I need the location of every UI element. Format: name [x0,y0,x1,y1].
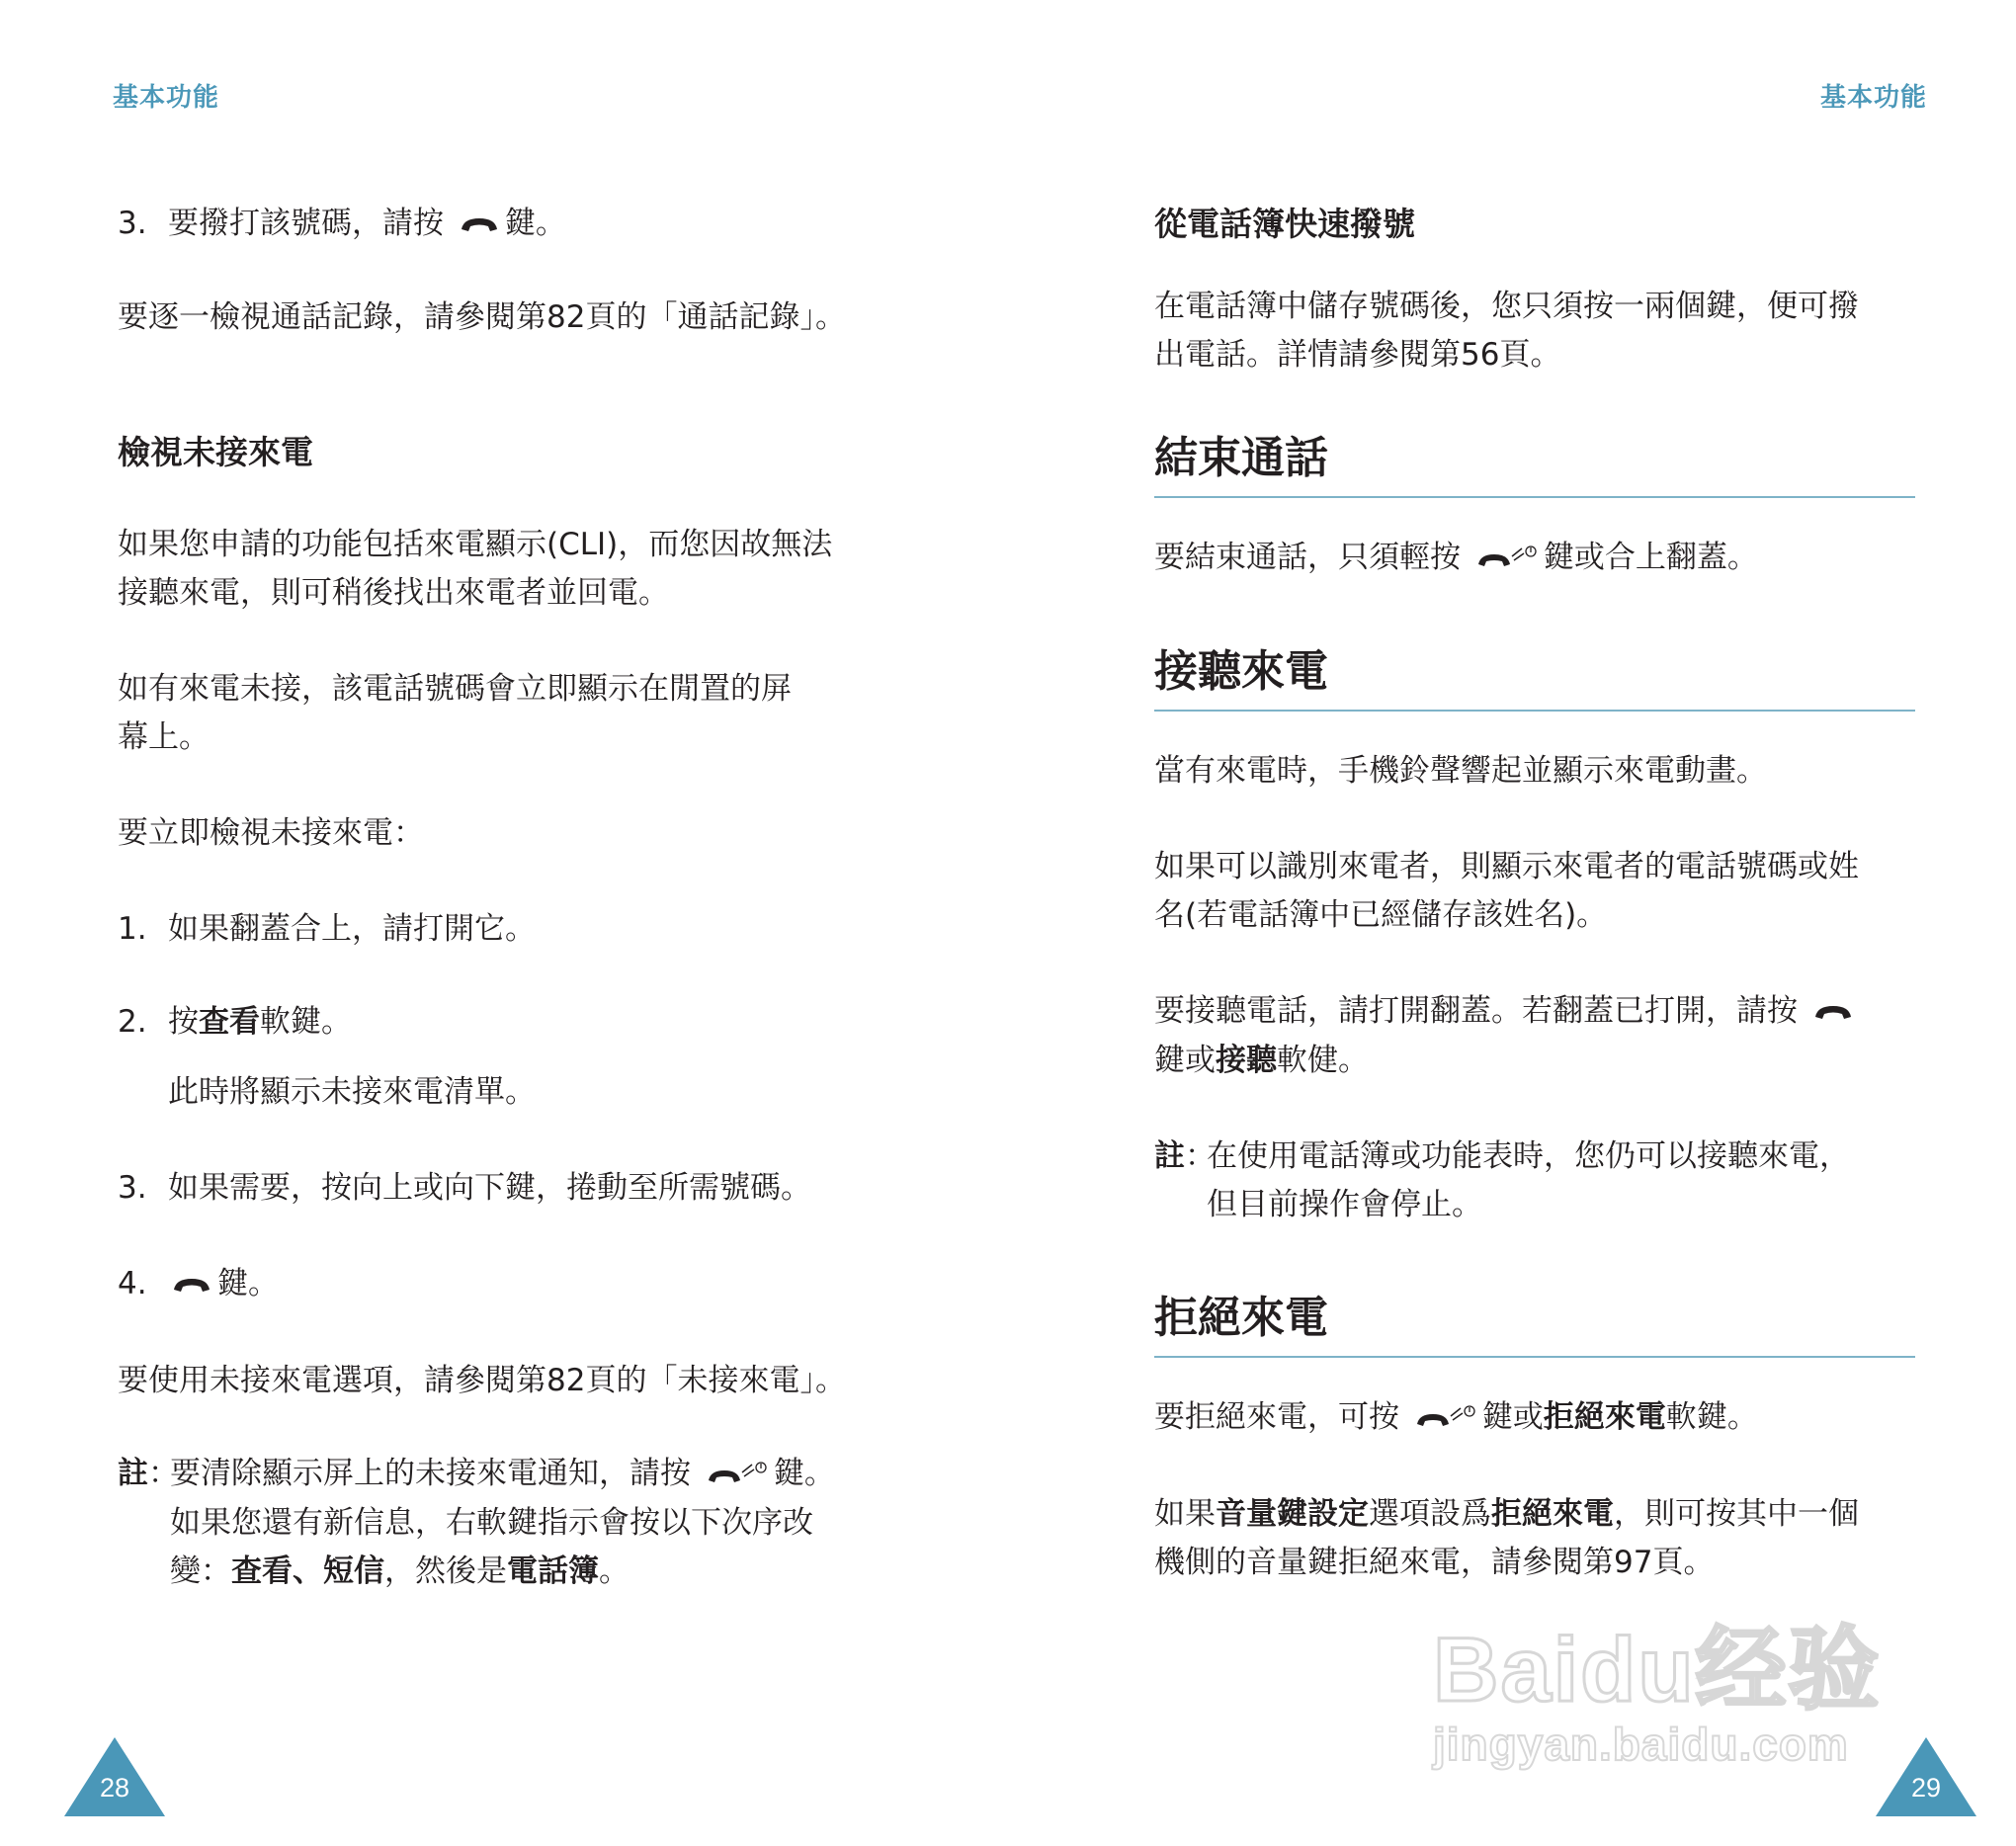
note-clear-missed: 註 ： 要清除顯示屏上的未接來電通知，請按 鍵。 如果您還有新信息，右軟鍵指示會按以下次序改 變：查看、短信，然後是電話簿。 [118,1450,888,1596]
right-page [1008,0,2016,1846]
watermark-url: jingyan.baidu.com [1433,1719,1849,1770]
step-text: 如果翻蓋合上，請打開它。 [168,911,536,947]
phone-end-power-icon [1476,535,1538,583]
page-number: 28 [99,1773,130,1803]
paragraph-ringing: 當有來電時，手機鈴聲響起並顯示來電動畫。 [1154,753,1767,789]
step-number: 4. [118,1266,147,1301]
heading-speed-dial: 從電話簿快速撥號 [1154,205,1415,243]
right-page-content [1154,200,1915,1587]
note-label: 註 [118,1456,148,1491]
paragraph-answer: 要接聽電話，請打開翻蓋。若翻蓋已打開，請按 鍵或接聽軟健。 [1154,987,1915,1085]
softkey-view: 查看 [231,1553,293,1589]
step-4: 4. 鍵。 [118,1260,888,1309]
softkey-sms: 短信 [323,1553,384,1589]
paragraph-volume-reject: 如果音量鍵設定選項設爲拒絕來電，則可按其中一個 機側的音量鍵拒絕來電，請參閱第97頁。 [1154,1496,1859,1580]
option-volume-key-setting: 音量鍵設定 [1216,1496,1369,1532]
softkey-phonebook: 電話簿 [507,1553,599,1589]
step-text: 如果需要，按向上或向下鍵，捲動至所需號碼。 [168,1170,811,1206]
watermark-logo-text: Baidu经验 [1433,1620,1882,1720]
step-text: 要撥打該號碼，請按 [168,206,444,241]
note-label: 註 [1154,1138,1185,1174]
running-header: 基本功能 [113,83,220,113]
note-answer-during-menu: 註 ： 在使用電話簿或功能表時，您仍可以接聽來電， 但目前操作會停止。 [1154,1133,1915,1229]
step-number: 3. [118,206,147,241]
option-reject-call: 拒絕來電 [1491,1496,1614,1532]
heading-answer-call: 接聽來電 [1154,642,1915,712]
step-2-result: 此時將顯示未接來電清單。 [168,1074,536,1110]
page-number: 29 [1910,1773,1942,1803]
softkey-view: 查看 [199,1004,260,1040]
heading-missed-calls: 檢視未接來電 [118,433,313,471]
step-2: 2. 按查看軟鍵。 [118,998,888,1047]
softkey-answer: 接聽 [1216,1043,1277,1078]
running-header: 基本功能 [1819,83,1927,113]
step-number: 3. [118,1170,147,1206]
step-dial [118,200,888,249]
paragraph-speed-dial: 在電話簿中儲存號碼後，您只須按一兩個鍵，便可撥 出電話。詳情請參閱第56頁。 [1154,289,1859,373]
softkey-reject: 拒絕來電 [1543,1399,1666,1435]
step-number: 1. [118,911,147,947]
baidu-watermark [1433,1621,1907,1769]
phone-send-icon [460,201,499,249]
paragraph-reject: 要拒絕來電，可按 鍵或拒絕來電軟鍵。 [1154,1393,1915,1443]
step-1 [118,905,888,954]
step-text-end: 鍵。 [504,206,566,241]
heading-end-call: 結束通話 [1154,429,1915,498]
page-number-badge [64,1737,165,1816]
paragraph-missed-options: 要使用未接來電選項，請參閱第82頁的「未接來電」。 [118,1363,846,1398]
paragraph-idle-screen: 如有來電未接，該電話號碼會立即顯示在閒置的屏 幕上。 [118,671,792,755]
phone-end-power-icon [1415,1394,1476,1443]
heading-reject-call: 拒絕來電 [1154,1289,1915,1358]
left-page-content [118,200,888,1596]
phone-send-icon [1813,988,1853,1037]
paragraph-end-call: 要結束通話，只須輕按 鍵或合上翻蓋。 [1154,534,1915,583]
phone-end-power-icon [707,1451,768,1499]
paragraph-view-missed: 要立即檢視未接來電： [118,815,424,851]
step-number: 2. [118,1004,147,1040]
step-3 [118,1164,888,1213]
paragraph-cli: 如果您申請的功能包括來電顯示(CLI)，而您因故無法 接聽來電，則可稍後找出來電者並回電。 [118,527,833,611]
paragraph-caller-id: 如果可以識別來電者，則顯示來電者的電話號碼或姓 名(若電話簿中已經儲存該姓名)。 [1154,849,1859,933]
phone-send-icon [172,1261,211,1309]
paragraph-call-log: 要逐一檢視通話記錄，請參閱第82頁的「通話記錄」。 [118,299,846,335]
